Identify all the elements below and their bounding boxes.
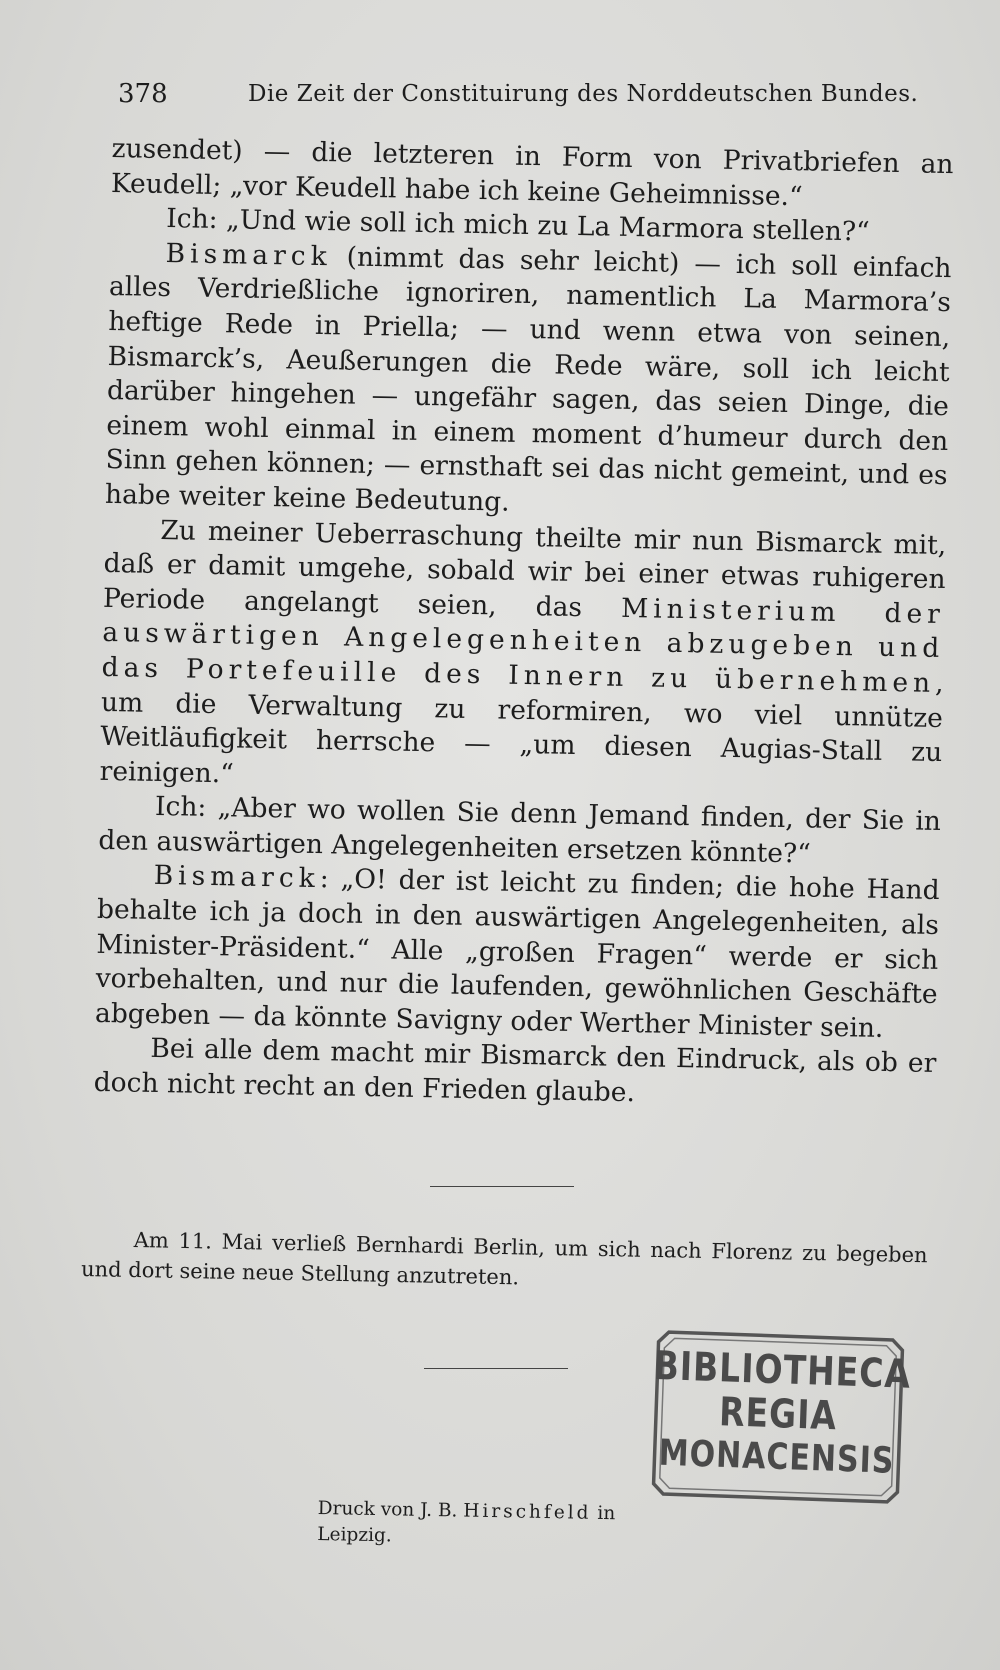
end-rule [424,1368,568,1369]
emphasized-text: Ministerium der auswärtigen Angelegenheiten abzugeben und das Portefeuille des Innern zu übernehmen [101,592,946,699]
paragraph-4-text-c: , um die Verwaltung zu reformiren, wo viel unnütze Weitläufigkeit herrsche — „um diesen Augias-Stall zu reinigen.“ [99,667,944,790]
paragraph-7: Bei alle dem macht mir Bismarck den Eindruck, als ob er doch nicht recht an den Frieden glaube. [93,1033,937,1109]
main-text [93,132,953,1117]
closing-note [81,1224,928,1300]
stamp-line-1: BIBLIOTHECA [652,1341,912,1398]
stamp-line-3: MONACENSIS [658,1432,896,1483]
imprint-prefix: Druck von J. B. [317,1497,464,1522]
stamp-line-2: REGIA [718,1387,838,1439]
paragraph-4-text-a: Zu meiner Ueberraschung theilte mir nun Bismarck mit, daß er damit umgehe, sobald wir bei einer etwas ruhigeren Periode angelangt seien, das [102,514,947,624]
page-number: 378 [118,79,168,109]
paragraph-5: Ich: „Aber wo wollen Sie denn Jemand finden, der Sie in den auswärtigen Angelegenheiten ersetzen könnte?“ [98,791,942,870]
running-title: Die Zeit der Constituirung des Norddeutschen Bundes. [248,81,919,107]
speaker-name: Bismarck [165,237,332,273]
section-rule [430,1186,574,1187]
paragraph-4 [99,512,946,805]
paragraph-3 [105,236,952,529]
imprint-suffix: in Leipzig. [317,1502,616,1547]
paragraph-1: zusendet) — die letzteren in Form von Privatbriefen an Keudell; „vor Keudell habe ich keine Geheimnisse.“ [110,132,954,212]
page-header [118,74,948,114]
paragraph-3-text: (nimmt das sehr leicht) — ich soll einfach alles Verdrießliche ignoriren, namentlich La Marmora’s heftige Rede in Priella; — und wenn etwa von seinen, Bismarck’s, Aeußerungen die Rede wäre, soll ich leicht darüber hingehen — ungefähr sagen, das seien Dinge, die einem wohl einmal in einem moment d’humeur durch den Sinn gehen können; — ernsthaft sei das nicht gemeint, und es habe weiter keine Bedeutung. [104,241,952,518]
speaker-name: Bismarck [153,860,321,895]
closing-note-text: Am 11. Mai verließ Bernhardi Berlin, um sich nach Florenz zu begeben und dort seine neue Stellung anzutreten. [80,1227,928,1290]
printer-imprint [317,1496,678,1554]
paragraph-6-text: : „O! der ist leicht zu finden; die hohe Hand behalte ich ja doch in den auswärtigen Angelegenheiten, als Minister-Präsident.“ Alle „großen Fragen“ werde er sich vorbehalten, und nur die laufenden, gewöhnlichen Geschäfte abgeben — da könnte Savigny oder Werther Minister sein. [94,863,940,1044]
printer-name: Hirschfeld [463,1500,592,1524]
paragraph-6 [95,858,940,1047]
paragraph-2: Ich: „Und wie soll ich mich zu La Marmora stellen?“ [166,203,870,248]
library-stamp [649,1328,912,1507]
